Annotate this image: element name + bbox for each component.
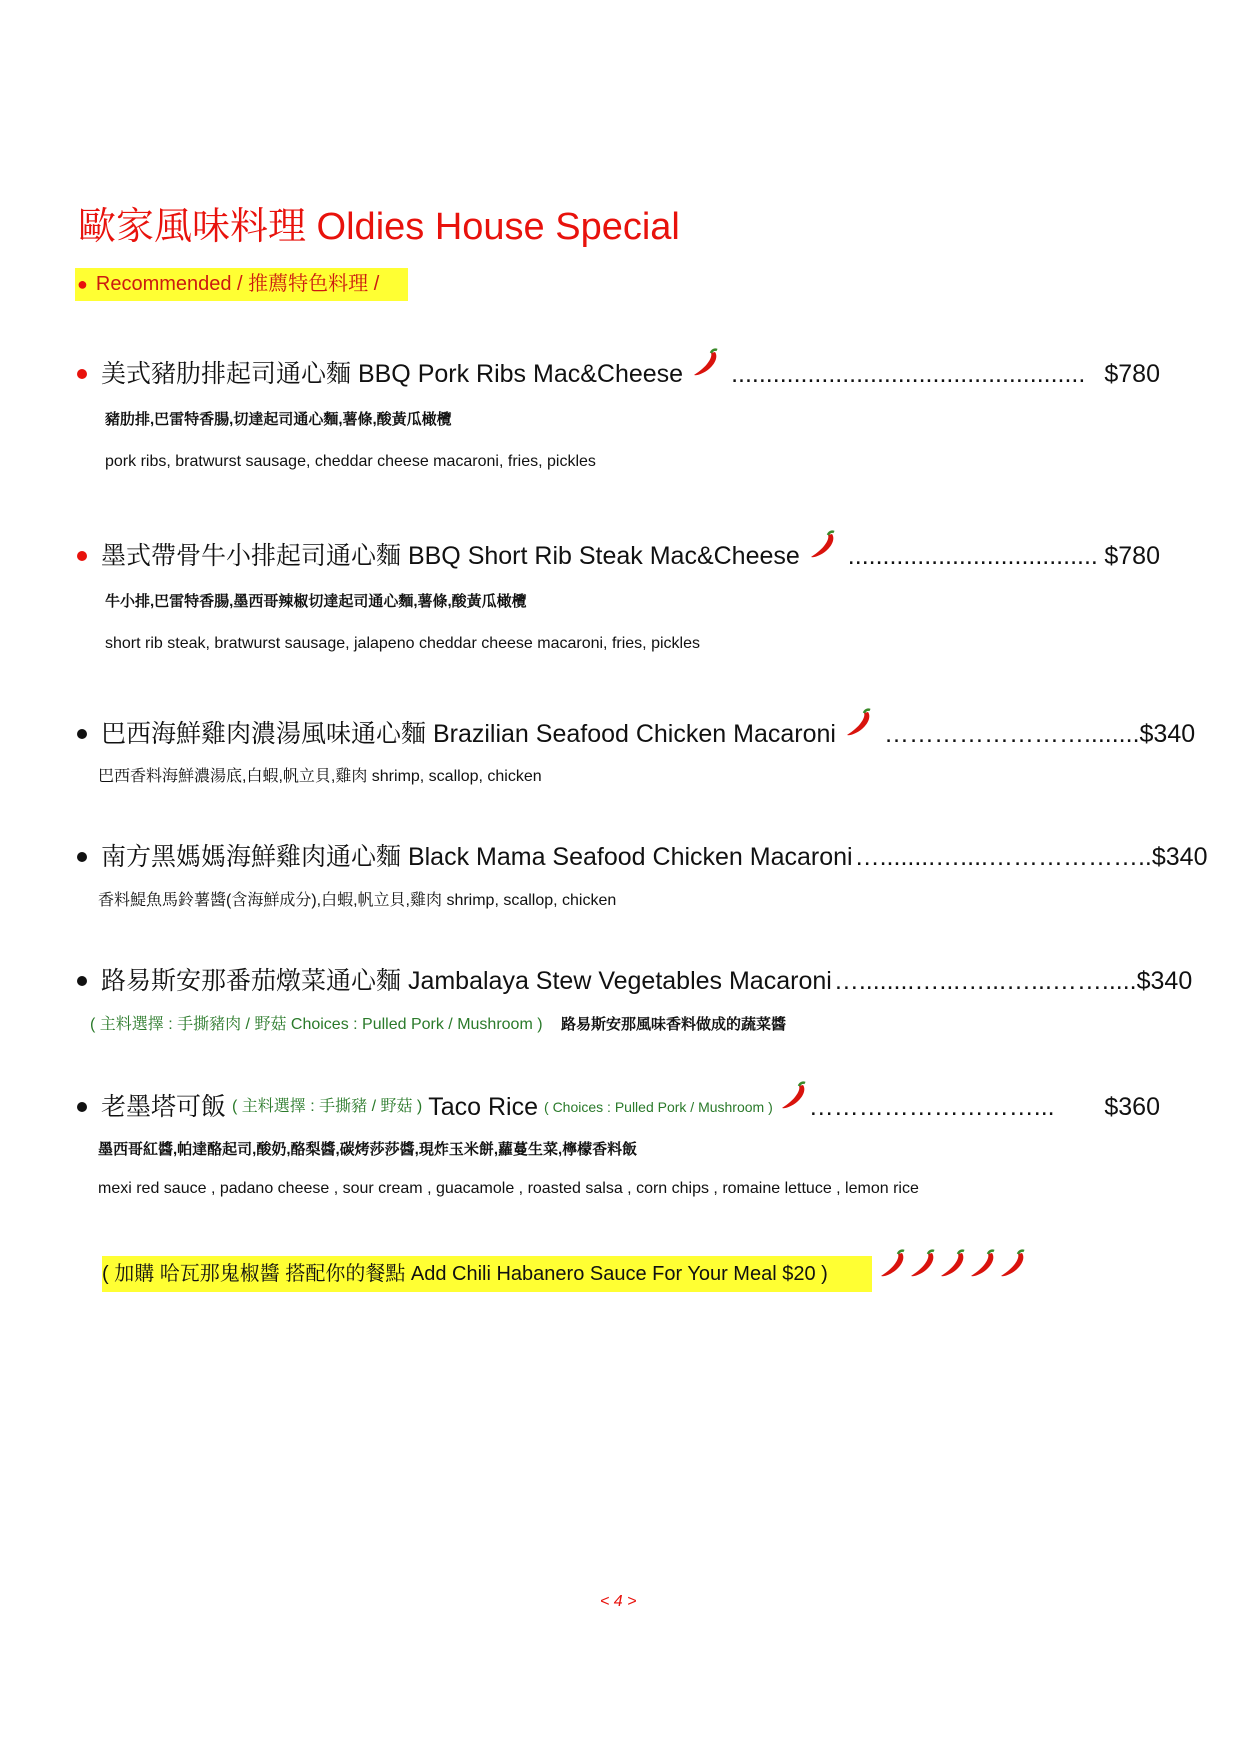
item-name: 巴西海鮮雞肉濃湯風味通心麵 Brazilian Seafood Chicken Macaroni <box>101 720 836 748</box>
chili-pepper-icon <box>878 1248 1028 1282</box>
item-choices-cn: ( 主料選擇 : 手撕豬 / 野菇 ) <box>232 1098 423 1115</box>
item-description: 香料鯷魚馬鈴薯醬(含海鮮成分),白蝦,帆立貝,雞肉 shrimp, scallop, chicken <box>98 892 617 909</box>
chili-pepper-icon <box>808 530 838 569</box>
item-name-en: Taco Rice <box>428 1093 539 1121</box>
menu-item-1 <box>75 357 1160 391</box>
dot-leader: ................................................... <box>731 360 1086 388</box>
item-name-cn: 老墨塔可飯 <box>101 1093 227 1121</box>
item-name: 南方黑媽媽海鮮雞肉通心麵 Black Mama Seafood Chicken Macaroni <box>101 843 853 871</box>
item-description-cn: 路易斯安那風味香料做成的蔬菜醬 <box>561 1016 787 1033</box>
menu-item-6 <box>75 1090 1160 1124</box>
item-price: $340 <box>1139 720 1196 748</box>
chili-pepper-icon <box>691 348 721 387</box>
item-price: $360 <box>1104 1093 1160 1121</box>
item-price: $780 <box>1104 542 1160 570</box>
item-price: $780 <box>1104 360 1160 388</box>
item-choices-en: ( Choices : Pulled Pork / Mushroom ) <box>544 1099 773 1115</box>
dot-leader: …........…....……………….. <box>854 843 1152 871</box>
item-choices-line <box>90 1011 786 1034</box>
recommended-legend <box>75 268 408 301</box>
bullet-icon <box>77 1102 87 1112</box>
item-price: $340 <box>1136 967 1193 995</box>
item-price: $340 <box>1151 843 1208 871</box>
chili-pepper-icon <box>844 708 874 747</box>
dot-leader: .................................... <box>847 542 1098 570</box>
bullet-icon <box>77 976 87 986</box>
chili-pepper-icon <box>779 1081 809 1120</box>
red-bullet-icon <box>77 369 87 379</box>
dot-leader: ……………………........ <box>883 720 1140 748</box>
item-name: 路易斯安那番茄燉菜通心麵 Jambalaya Stew Vegetables Macaroni <box>101 967 832 995</box>
item-description-en: mexi red sauce , padano cheese , sour cream , guacamole , roasted salsa , corn chips , romaine lettuce , lemon rice <box>98 1180 919 1197</box>
item-description-en: short rib steak, bratwurst sausage, jalapeno cheddar cheese macaroni, fries, pickles <box>105 635 700 652</box>
item-choices: ( 主料選擇 : 手撕豬肉 / 野菇 Choices : Pulled Pork / Mushroom ) <box>90 1016 543 1033</box>
item-description-cn: 墨西哥紅醬,帕達酪起司,酸奶,酪梨醬,碳烤莎莎醬,現炸玉米餅,蘿蔓生菜,檸檬香料飯 <box>98 1141 638 1158</box>
page-title: 歐家風味料理 Oldies House Special <box>78 206 680 248</box>
item-name: 墨式帶骨牛小排起司通心麵 BBQ Short Rib Steak Mac&Cheese <box>101 542 800 570</box>
dot-leader: …........…...…...…...……..... <box>833 967 1137 995</box>
item-description-cn: 豬肋排,巴雷特香腸,切達起司通心麵,薯條,酸黃瓜橄欖 <box>105 411 452 428</box>
dot-leader: ………………………... <box>808 1093 1055 1121</box>
addon-chili-rating <box>878 1248 1028 1282</box>
red-bullet-icon <box>77 551 87 561</box>
menu-item-3 <box>75 717 1196 751</box>
page-number: < 4 > <box>600 1593 637 1610</box>
red-bullet-icon: ● <box>77 274 88 294</box>
menu-item-5 <box>75 964 1193 998</box>
addon-banner <box>102 1256 872 1292</box>
menu-item-2 <box>75 539 1160 573</box>
item-description: 巴西香料海鮮濃湯底,白蝦,帆立貝,雞肉 shrimp, scallop, chicken <box>98 768 542 785</box>
item-description-cn: 牛小排,巴雷特香腸,墨西哥辣椒切達起司通心麵,薯條,酸黃瓜橄欖 <box>105 593 527 610</box>
item-description-en: pork ribs, bratwurst sausage, cheddar cheese macaroni, fries, pickles <box>105 453 596 470</box>
addon-text: ( 加購 哈瓦那鬼椒醬 搭配你的餐點 Add Chili Habanero Sauce For Your Meal $20 ) <box>102 1263 828 1285</box>
recommended-label: Recommended / 推薦特色料理 / <box>95 273 380 295</box>
bullet-icon <box>77 852 87 862</box>
item-name: 美式豬肋排起司通心麵 BBQ Pork Ribs Mac&Cheese <box>101 360 684 388</box>
bullet-icon <box>77 729 87 739</box>
menu-item-4 <box>75 840 1208 874</box>
